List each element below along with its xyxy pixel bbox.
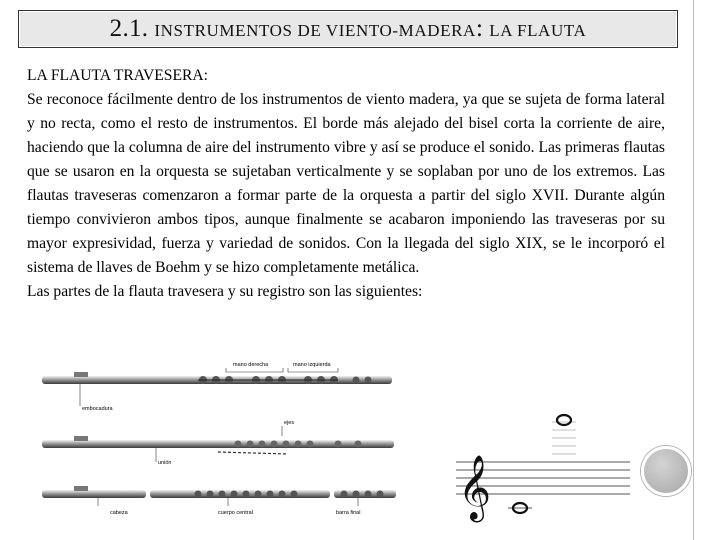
note-high-icon (557, 415, 571, 425)
ledger-lines-top (552, 422, 576, 454)
title-text: INSTRUMENTOS DE VIENTO-MADERA (154, 21, 476, 40)
flute-disassembled (42, 486, 396, 506)
slide-edge-line (693, 0, 694, 540)
flute-side-view (42, 426, 394, 462)
slide-title (110, 15, 587, 43)
title-tail: LA FLAUTA (489, 21, 587, 40)
decorative-circle (641, 446, 691, 496)
label-pie: barra final (336, 510, 361, 516)
label-embocadura: embocadura (82, 406, 113, 412)
label-union: unión (158, 460, 172, 466)
closing-sentence: Las partes de la flauta travesera y su registro son las siguientes: (27, 283, 423, 300)
title-separator: : (475, 15, 484, 42)
label-ejes: ejes (284, 420, 295, 426)
main-paragraph: Se reconoce fácilmente dentro de los instrumentos de viento madera, ya que se sujeta de forma lateral y no recta, como el resto de instrumentos. El borde más alejado del bisel corta la corriente de aire, haciendo que la columna de aire del instrumento vibre y así se produce el sonido. Las primeras flautas que se usaron en la orquesta se sujetaban verticalmente y se soplaban por uno de los extremos. Las flautas traveseras comenzaron a formar parte de la orquesta a partir del siglo XVII. Durante algún tiempo convivieron ambos tipos, aunque finalmente se acabaron imponiendo las traveseras por su mayor expresividad, fuerza y variedad de sonidos. Con la llegada del siglo XIX, se le incorporó el sistema de llaves de Boehm y se hizo completamente metálica. (27, 91, 665, 276)
flute-drawing (38, 356, 398, 520)
label-mano-derecha: mano derecha (233, 362, 269, 368)
label-cuerpo-central: cuerpo central (218, 510, 253, 516)
body-text (27, 64, 665, 304)
label-mano-izquierda: mano izquierda (293, 362, 331, 368)
section-heading: LA FLAUTA TRAVESERA: (27, 67, 208, 84)
staff-drawing (452, 408, 632, 526)
title-box (18, 10, 678, 48)
register-staff-figure (452, 408, 632, 526)
title-number: 2.1. (109, 15, 149, 42)
flute-assembled (42, 368, 392, 406)
flute-parts-figure (38, 356, 398, 520)
label-cabeza: cabeza (110, 510, 128, 516)
treble-clef-icon: 𝄞 (458, 455, 492, 520)
